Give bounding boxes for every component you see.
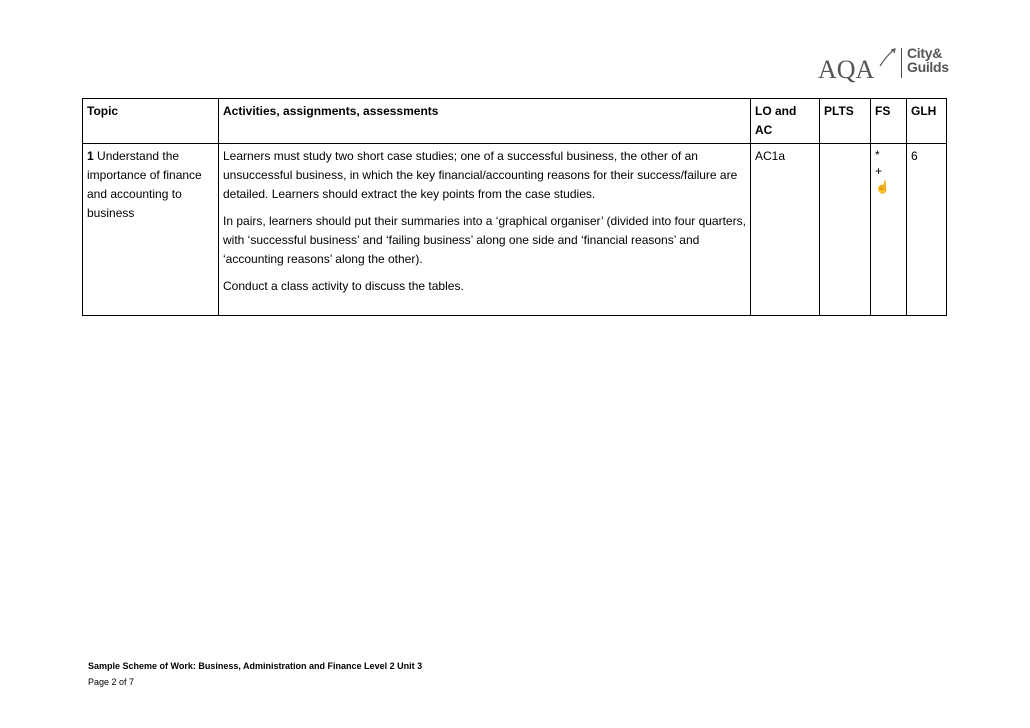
header-logos <box>818 44 948 84</box>
column-header-glh: GLH <box>907 99 947 144</box>
city-and-guilds-logo <box>907 46 967 82</box>
topic-number: 1 <box>87 149 94 163</box>
fs-plus-icon: + <box>875 164 883 178</box>
fs-asterisk-icon: * <box>875 148 880 162</box>
topic-cell <box>83 144 219 316</box>
table-row <box>83 144 947 316</box>
activity-paragraph: In pairs, learners should put their summaries into a ‘graphical organiser’ (divided into four quarters, with ‘successful business’ and ‘failing business’ along one side and ‘financial reasons’ and ‘accounting reasons’ along the other). <box>223 214 746 266</box>
svg-text:AQA: AQA <box>818 55 875 84</box>
table-header-row <box>83 99 947 144</box>
fs-cell <box>871 144 907 316</box>
activity-paragraph: Conduct a class activity to discuss the tables. <box>223 279 464 293</box>
topic-text: Understand the importance of finance and accounting to business <box>87 149 202 220</box>
activity-paragraph: Learners must study two short case studies; one of a successful business, the other of an unsuccessful business, in which the key financial/accounting reasons for their success/failure are detailed. Learners should extract the key points from the case studies. <box>223 149 738 201</box>
activities-cell <box>219 144 751 316</box>
column-header-fs: FS <box>871 99 907 144</box>
page-number: Page 2 of 7 <box>88 677 135 687</box>
footer-title: Sample Scheme of Work: Business, Administration and Finance Level 2 Unit 3 <box>88 661 423 671</box>
column-header-lo-ac: LO and AC <box>751 99 820 144</box>
column-header-topic: Topic <box>83 99 219 144</box>
aqa-logo <box>818 48 898 84</box>
plts-cell <box>820 144 871 316</box>
column-header-activities: Activities, assignments, assessments <box>219 99 751 144</box>
city-and-guilds-logo-line2: Guilds <box>907 59 949 75</box>
lo-ac-cell: AC1a <box>751 144 820 316</box>
fs-pointing-hand-icon: ☝ <box>875 180 890 194</box>
page-footer <box>88 658 422 690</box>
city-and-guilds-logo-line1: City& <box>907 45 943 61</box>
column-header-plts: PLTS <box>820 99 871 144</box>
scheme-of-work-table <box>82 98 947 316</box>
logo-divider <box>901 48 902 78</box>
glh-cell: 6 <box>907 144 947 316</box>
